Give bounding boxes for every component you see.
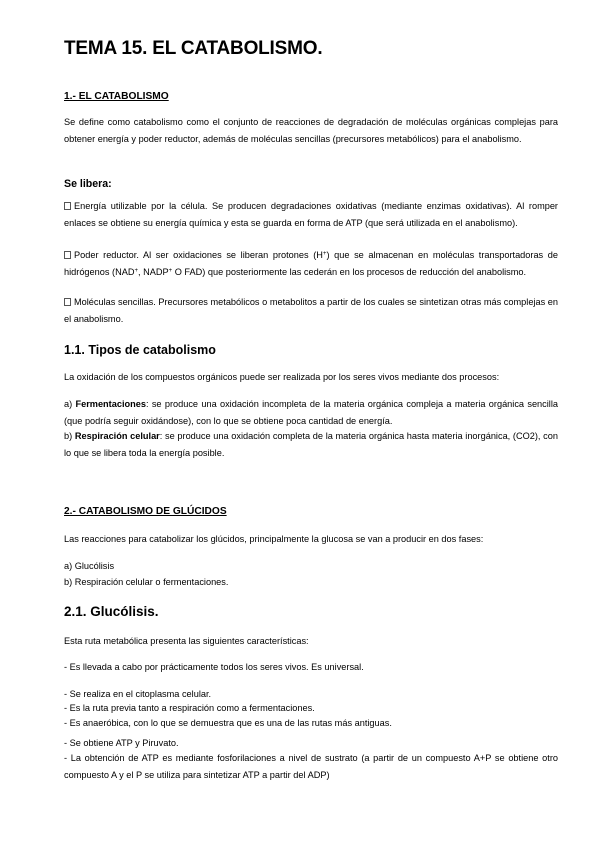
section-1-1-heading: 1.1. Tipos de catabolismo xyxy=(64,343,216,357)
caracteristica-fosforilacion: - La obtención de ATP es mediante fosforilaciones a nivel de sustrato (a partir de un compuesto A+P se obtiene otro compuesto A y el P se utiliza para sintetizar ATP a partir del ADP) xyxy=(64,753,558,780)
section-2-1-heading: 2.1. Glucólisis. xyxy=(64,604,159,619)
superscript-plus: + xyxy=(322,251,327,257)
fase-glucolisis: a) Glucólisis xyxy=(64,561,115,571)
bullet-moleculas xyxy=(64,294,558,327)
bullet-box-icon xyxy=(64,251,71,259)
fermentaciones-text: : se produce una oxidación incompleta de la materia orgánica compleja a materia orgánica sencilla (que podría seguir oxidándose), con lo que se obtiene poca cantidad de energía. xyxy=(64,399,558,426)
section-1-intro: Se define como catabolismo como el conjunto de reacciones de degradación de moléculas orgánicas complejas para obtener energía y poder reductor, además de moléculas sencillas (precursores metabólicos) para el anabolismo. xyxy=(64,117,558,144)
fase-respiracion: b) Respiración celular o fermentaciones. xyxy=(64,577,229,587)
bullet-poder-text-3: , NADP xyxy=(138,266,169,277)
section-1-1-intro: La oxidación de los compuestos orgánicos puede ser realizada por los seres vivos mediante dos procesos: xyxy=(64,372,500,382)
respiracion-text: : se produce una oxidación completa de la materia orgánica hasta materia inorgánica, (CO2), con lo que se libera toda la energía posible. xyxy=(64,431,558,458)
caracteristica-citoplasma: - Se realiza en el citoplasma celular. xyxy=(64,689,212,699)
caracteristica-ruta-previa: - Es la ruta previa tanto a respiración como a fermentaciones. xyxy=(64,703,315,713)
section-2-heading: 2.- CATABOLISMO DE GLÚCIDOS xyxy=(64,506,227,517)
bullet-poder-reductor xyxy=(64,247,558,280)
respiracion-label: Respiración celular xyxy=(74,431,160,441)
superscript-plus: + xyxy=(168,267,173,274)
page-title: TEMA 15. EL CATABOLISMO. xyxy=(64,38,323,59)
bullet-box-icon xyxy=(64,298,71,306)
bullet-energia-text: Energía utilizable por la célula. Se producen degradaciones oxidativas (mediante enzimas oxidativas). Al romper enlaces se obtiene su energía química y esta se guarda en forma de ATP (que será utilizada en el anabolismo). xyxy=(64,201,558,228)
bullet-poder-text-1: Poder reductor. Al ser oxidaciones se liberan protones (H xyxy=(74,250,323,260)
bullet-box-icon xyxy=(64,202,71,210)
tipo-respiracion xyxy=(64,428,558,461)
tipo-fermentaciones xyxy=(64,396,558,429)
bullet-poder-text-2: ) que se almacenan en moléculas transportadoras de hidrógenos (NAD xyxy=(64,250,558,277)
libera-heading: Se libera: xyxy=(64,178,112,190)
section-2-1-intro: Esta ruta metabólica presenta las siguientes características: xyxy=(64,636,309,646)
bullet-moleculas-text: Moléculas sencillas. Precursores metabólicos o metabolitos a partir de los cuales se sintetizan otras más complejas en el anabolismo. xyxy=(64,297,558,324)
caracteristica-universal: - Es llevada a cabo por prácticamente todos los seres vivos. Es universal. xyxy=(64,662,364,672)
item-prefix: a) xyxy=(64,399,76,409)
section-2-intro: Las reacciones para catabolizar los glúcidos, principalmente la glucosa se van a producir en dos fases: xyxy=(64,534,484,544)
bullet-energia xyxy=(64,198,558,231)
bullet-poder-text-4: O FAD) que posteriormente las cederán en los procesos de reducción del anabolismo. xyxy=(172,266,527,277)
caracteristica-atp-piruvato: - Se obtiene ATP y Piruvato. xyxy=(64,738,179,748)
fermentaciones-label: Fermentaciones xyxy=(75,399,146,409)
superscript-plus: + xyxy=(134,267,138,274)
section-1-heading: 1.- EL CATABOLISMO xyxy=(64,91,169,102)
caracteristica-anaerobica: - Es anaeróbica, con lo que se demuestra que es una de las rutas más antiguas. xyxy=(64,718,392,728)
item-prefix: b) xyxy=(64,431,75,441)
